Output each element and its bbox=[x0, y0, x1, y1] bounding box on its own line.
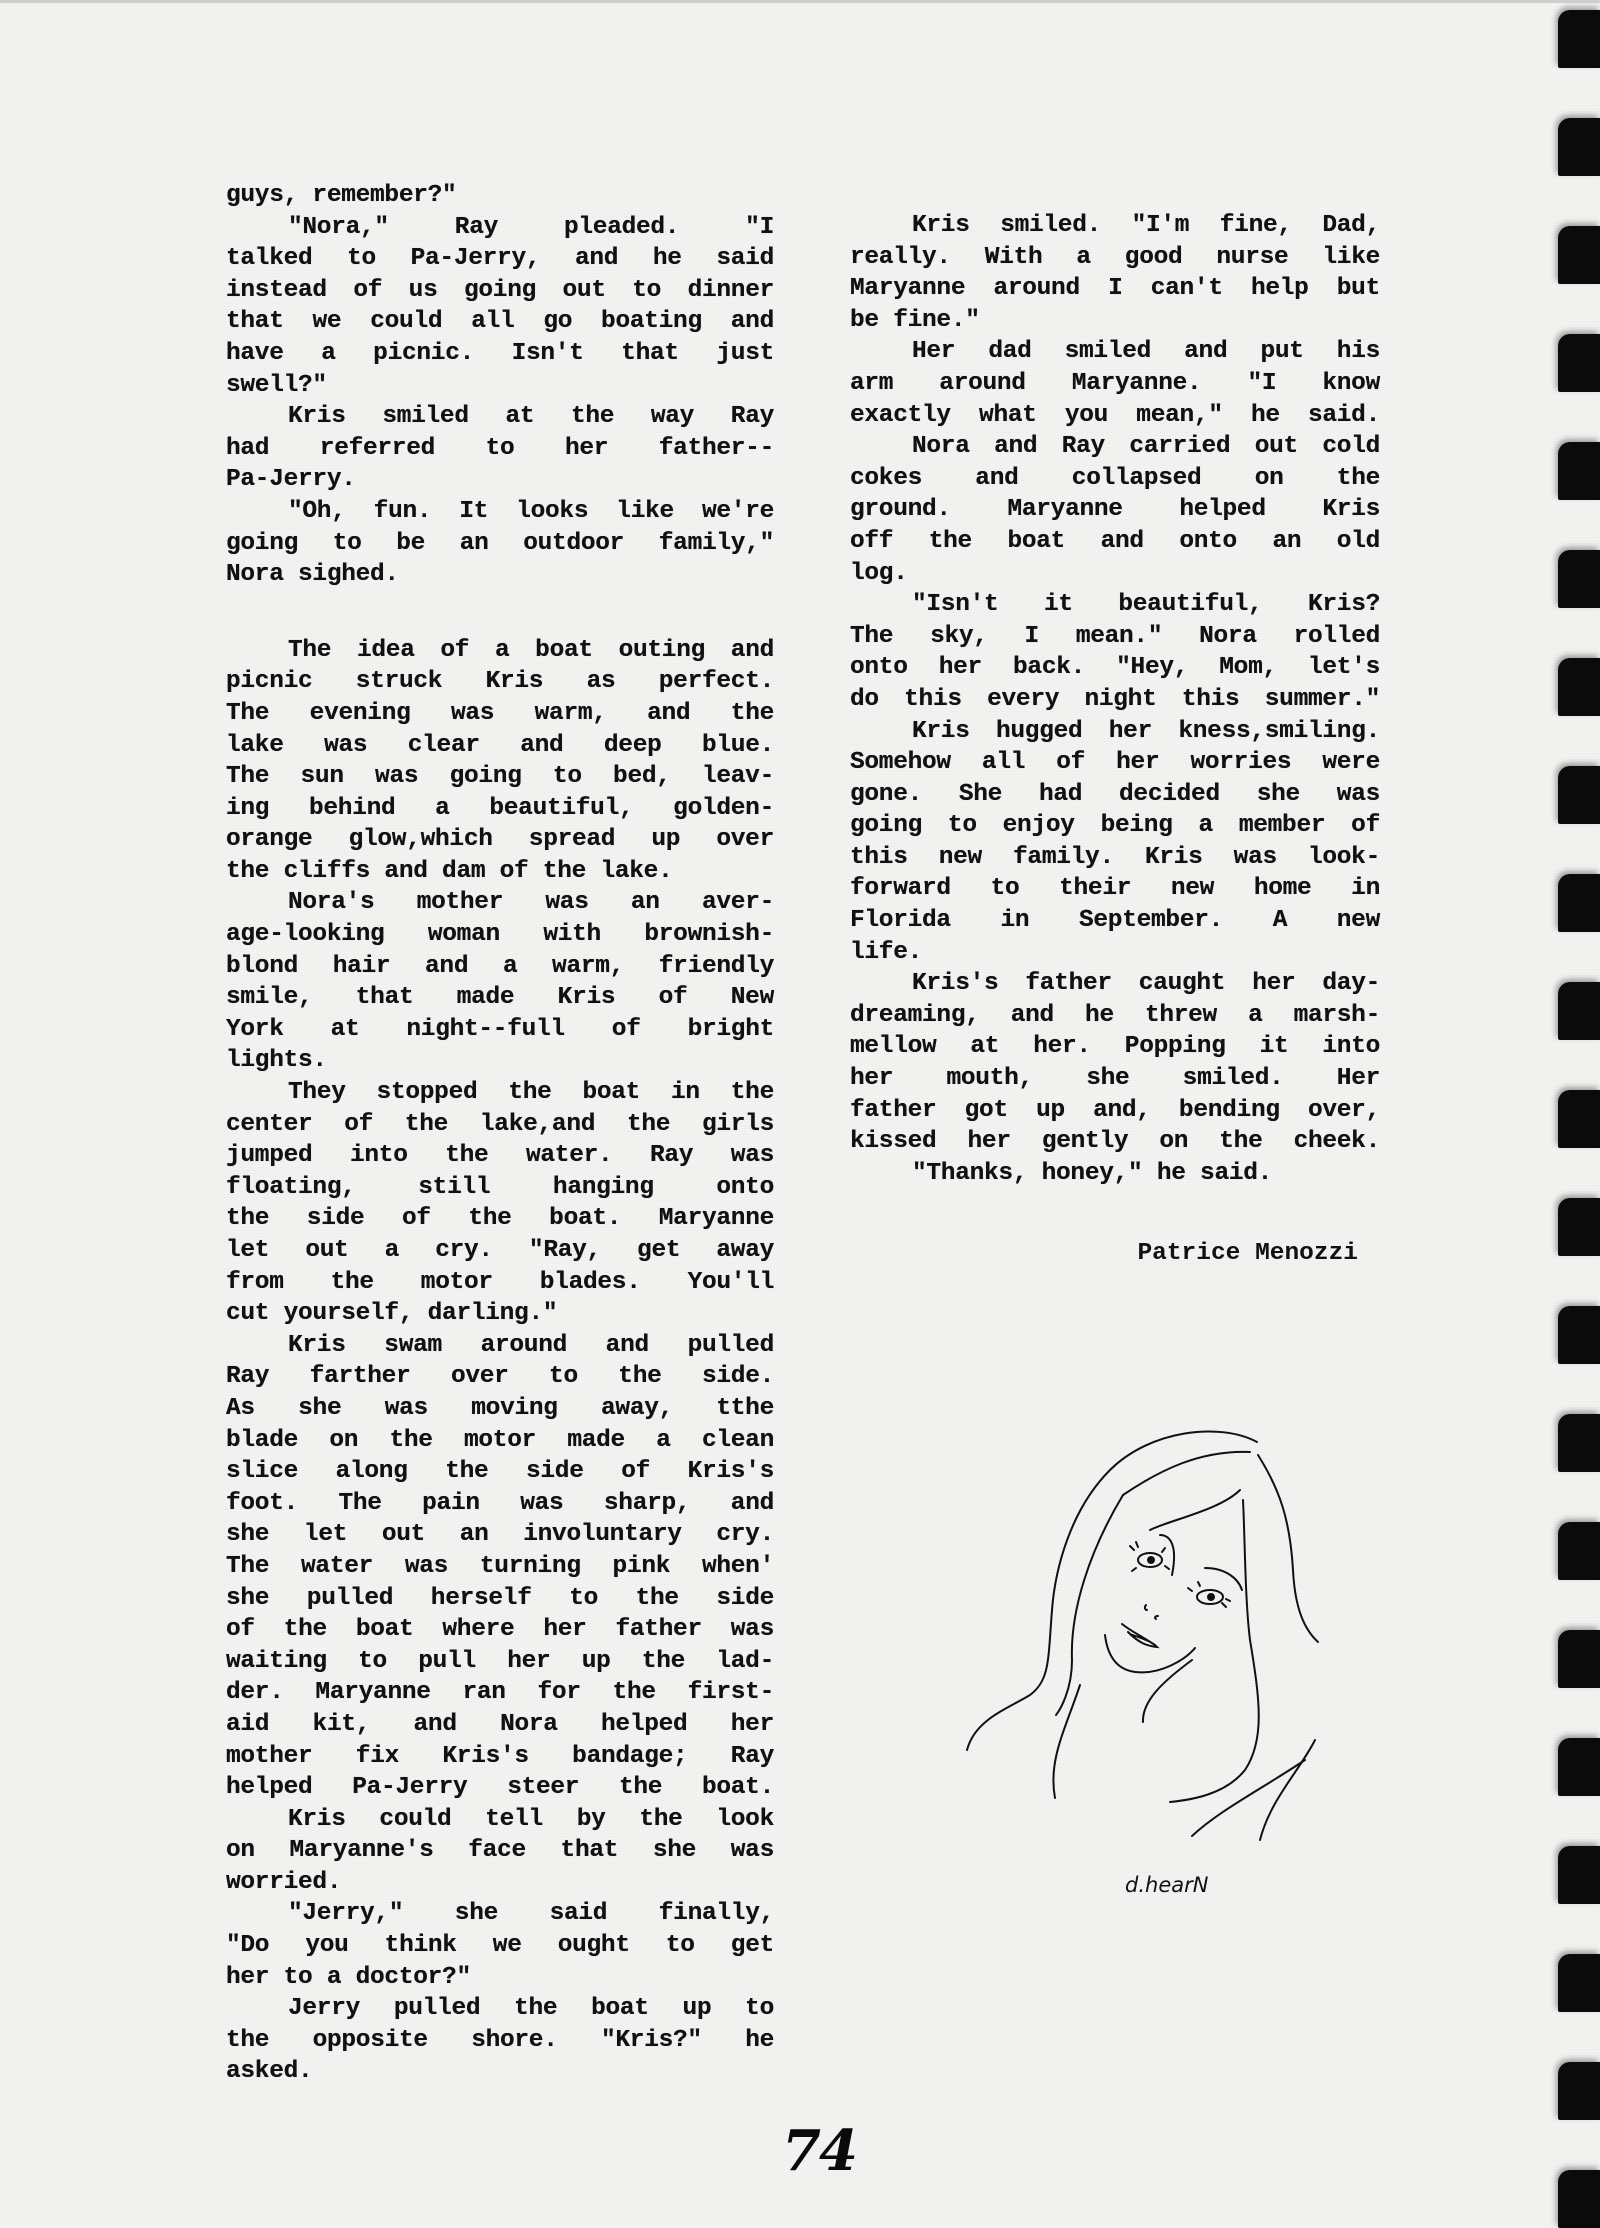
hair-right-lower bbox=[1260, 1740, 1315, 1840]
pupil-right bbox=[1208, 1594, 1214, 1600]
binding-ring bbox=[1558, 118, 1600, 176]
text-line: blade on the motor made a clean bbox=[226, 1426, 774, 1454]
text-line: mother fix Kris's bandage; Ray bbox=[226, 1742, 774, 1770]
binding-ring bbox=[1558, 766, 1600, 824]
text-line: going to be an outdoor family," bbox=[226, 529, 774, 557]
text-line: center of the lake,and the girls bbox=[226, 1110, 774, 1138]
text-line: worried. bbox=[226, 1868, 342, 1896]
text-line: exactly what you mean," he said. bbox=[850, 401, 1380, 429]
text-line: picnic struck Kris as perfect. bbox=[226, 668, 774, 696]
brow-left bbox=[1160, 1535, 1174, 1575]
text-line: floating, still hanging onto bbox=[226, 1173, 774, 1201]
text-line: age-looking woman with brownish- bbox=[226, 921, 774, 949]
text-line: swell?" bbox=[226, 371, 327, 399]
mouth bbox=[1122, 1624, 1157, 1647]
text-line: this new family. Kris was look- bbox=[850, 843, 1380, 871]
text-line: on Maryanne's face that she was bbox=[226, 1837, 774, 1865]
text-line: her mouth, she smiled. Her bbox=[850, 1065, 1380, 1093]
text-line: be fine." bbox=[850, 306, 980, 334]
text-line: had referred to her father-- bbox=[226, 434, 774, 462]
text-line: helped Pa-Jerry steer the boat. bbox=[226, 1774, 774, 1802]
text-line: Ray farther over to the side. bbox=[226, 1363, 774, 1391]
text-line: lake was clear and deep blue. bbox=[226, 731, 774, 759]
text-line: The water was turning pink when' bbox=[226, 1552, 774, 1580]
page-number: 74 bbox=[782, 2118, 856, 2184]
text-line: slice along the side of Kris's bbox=[226, 1458, 774, 1486]
text-line: ing behind a beautiful, golden- bbox=[226, 794, 774, 822]
text-line: ground. Maryanne helped Kris bbox=[850, 496, 1380, 524]
text-line: "Oh, fun. It looks like we're bbox=[288, 497, 774, 525]
text-line: They stopped the boat in the bbox=[288, 1079, 774, 1107]
text-line: arm around Maryanne. "I know bbox=[850, 369, 1380, 397]
text-line: have a picnic. Isn't that just bbox=[226, 339, 774, 367]
spiral-binding bbox=[1540, 0, 1600, 2203]
binding-ring bbox=[1558, 658, 1600, 716]
nose bbox=[1145, 1605, 1158, 1619]
text-line: she pulled herself to the side bbox=[226, 1584, 774, 1612]
text-line: really. With a good nurse like bbox=[850, 243, 1380, 271]
text-line: The evening was warm, and the bbox=[226, 699, 774, 727]
text-line: The sun was going to bed, leav- bbox=[226, 763, 774, 791]
author-byline: Patrice Menozzi bbox=[1137, 1240, 1358, 1267]
text-line: life. bbox=[850, 938, 923, 966]
binding-ring bbox=[1558, 1090, 1600, 1148]
text-line: guys, remember?" bbox=[226, 182, 457, 209]
text-line: talked to Pa-Jerry, and he said bbox=[226, 245, 774, 273]
binding-ring bbox=[1558, 1738, 1600, 1796]
text-line: der. Maryanne ran for the first- bbox=[226, 1679, 774, 1707]
binding-ring bbox=[1558, 10, 1600, 68]
text-line: Florida in September. A new bbox=[850, 907, 1380, 935]
binding-ring bbox=[1558, 2170, 1600, 2228]
text-line: Kris smiled. "I'm fine, Dad, bbox=[912, 212, 1380, 239]
hair-strand-left-lower bbox=[1053, 1685, 1080, 1798]
right-text-column bbox=[850, 210, 1380, 1189]
text-line: she let out an involuntary cry. bbox=[226, 1521, 774, 1549]
text-line: Jerry pulled the boat up to bbox=[288, 1995, 774, 2023]
hair-right-inner bbox=[1170, 1500, 1259, 1802]
text-line: from the motor blades. You'll bbox=[226, 1268, 774, 1296]
text-line: asked. bbox=[226, 2058, 313, 2086]
text-line: "Thanks, honey," he said. bbox=[912, 1159, 1273, 1187]
text-line: Kris's father caught her day- bbox=[912, 970, 1380, 998]
text-line: off the boat and onto an old bbox=[850, 527, 1380, 555]
page-top-edge bbox=[0, 0, 1600, 3]
text-line: of the boat where her father was bbox=[226, 1616, 774, 1644]
text-line: her to a doctor?" bbox=[226, 1963, 471, 1991]
binding-ring bbox=[1558, 550, 1600, 608]
text-line: Her dad smiled and put his bbox=[912, 338, 1380, 366]
text-line: Kris swam around and pulled bbox=[288, 1331, 774, 1359]
text-line: jumped into the water. Ray was bbox=[226, 1142, 774, 1170]
hair-fringe bbox=[1150, 1490, 1240, 1530]
binding-ring bbox=[1558, 982, 1600, 1040]
text-line: waiting to pull her up the lad- bbox=[226, 1647, 774, 1675]
hair-top-inner bbox=[1123, 1452, 1250, 1495]
text-line: The idea of a boat outing and bbox=[288, 636, 774, 664]
binding-ring bbox=[1558, 1630, 1600, 1688]
text-line: Kris could tell by the look bbox=[288, 1805, 774, 1833]
text-line: onto her back. "Hey, Mom, let's bbox=[850, 654, 1380, 682]
text-line: "Nora," Ray pleaded. "I bbox=[288, 213, 774, 241]
text-line: blond hair and a warm, friendly bbox=[226, 952, 774, 980]
hair-right-outer bbox=[1258, 1455, 1318, 1642]
neck-line bbox=[1143, 1660, 1192, 1722]
binding-ring bbox=[1558, 334, 1600, 392]
text-line: smile, that made Kris of New bbox=[226, 984, 774, 1012]
woman-portrait-illustration bbox=[960, 1410, 1320, 1860]
binding-ring bbox=[1558, 226, 1600, 284]
pupil-left bbox=[1148, 1557, 1154, 1563]
text-line: kissed her gently on the cheek. bbox=[850, 1128, 1380, 1156]
text-line: Kris smiled at the way Ray bbox=[288, 403, 774, 431]
text-line: cut yourself, darling." bbox=[226, 1300, 558, 1328]
text-line: Kris hugged her kness,smiling. bbox=[912, 717, 1380, 745]
text-line: father got up and, bending over, bbox=[850, 1096, 1380, 1124]
text-line: the side of the boat. Maryanne bbox=[226, 1205, 774, 1233]
text-line: Somehow all of her worries were bbox=[850, 749, 1380, 777]
text-line: the opposite shore. "Kris?" he bbox=[226, 2026, 774, 2054]
text-line: Nora and Ray carried out cold bbox=[912, 433, 1380, 461]
text-line: The sky, I mean." Nora rolled bbox=[850, 622, 1380, 650]
text-line: "Jerry," she said finally, bbox=[288, 1900, 774, 1928]
text-line: foot. The pain was sharp, and bbox=[226, 1489, 774, 1517]
binding-ring bbox=[1558, 1846, 1600, 1904]
text-line: cokes and collapsed on the bbox=[850, 464, 1380, 492]
binding-ring bbox=[1558, 1522, 1600, 1580]
text-line: orange glow,which spread up over bbox=[226, 826, 774, 854]
text-line: "Do you think we ought to get bbox=[226, 1932, 774, 1960]
paragraph-gap bbox=[226, 591, 774, 635]
text-line: "Isn't it beautiful, Kris? bbox=[912, 591, 1380, 619]
hair-strand-left bbox=[1056, 1495, 1123, 1715]
brow-right bbox=[1205, 1568, 1242, 1590]
text-line: dreaming, and he threw a marsh- bbox=[850, 1001, 1380, 1029]
text-line: that we could all go boating and bbox=[226, 308, 774, 336]
text-line: instead of us going out to dinner bbox=[226, 276, 774, 304]
illustrator-signature: d.hearN bbox=[1125, 1873, 1209, 1897]
text-line: the cliffs and dam of the lake. bbox=[226, 857, 673, 885]
text-line: lights. bbox=[226, 1047, 327, 1075]
binding-ring bbox=[1558, 442, 1600, 500]
binding-ring bbox=[1558, 1198, 1600, 1256]
text-line: aid kit, and Nora helped her bbox=[226, 1710, 774, 1738]
text-line: forward to their new home in bbox=[850, 875, 1380, 903]
text-line: mellow at her. Popping it into bbox=[850, 1033, 1380, 1061]
text-line: do this every night this summer." bbox=[850, 685, 1380, 713]
binding-ring bbox=[1558, 1306, 1600, 1364]
text-line: going to enjoy being a member of bbox=[850, 812, 1380, 840]
text-line: let out a cry. "Ray, get away bbox=[226, 1237, 774, 1264]
text-line: Maryanne around I can't help but bbox=[850, 275, 1380, 303]
left-text-column bbox=[226, 180, 774, 2088]
text-line: York at night--full of bright bbox=[226, 1015, 774, 1043]
binding-ring bbox=[1558, 1414, 1600, 1472]
binding-ring bbox=[1558, 1954, 1600, 2012]
text-line: Nora's mother was an aver- bbox=[288, 889, 774, 917]
hair-right-tip bbox=[1192, 1760, 1305, 1836]
text-line: gone. She had decided she was bbox=[850, 780, 1380, 808]
text-line: log. bbox=[850, 559, 908, 587]
text-line: As she was moving away, tthe bbox=[226, 1394, 774, 1422]
binding-ring bbox=[1558, 874, 1600, 932]
text-line: Pa-Jerry. bbox=[226, 466, 356, 494]
text-line: Nora sighed. bbox=[226, 561, 399, 589]
binding-ring bbox=[1558, 2062, 1600, 2120]
